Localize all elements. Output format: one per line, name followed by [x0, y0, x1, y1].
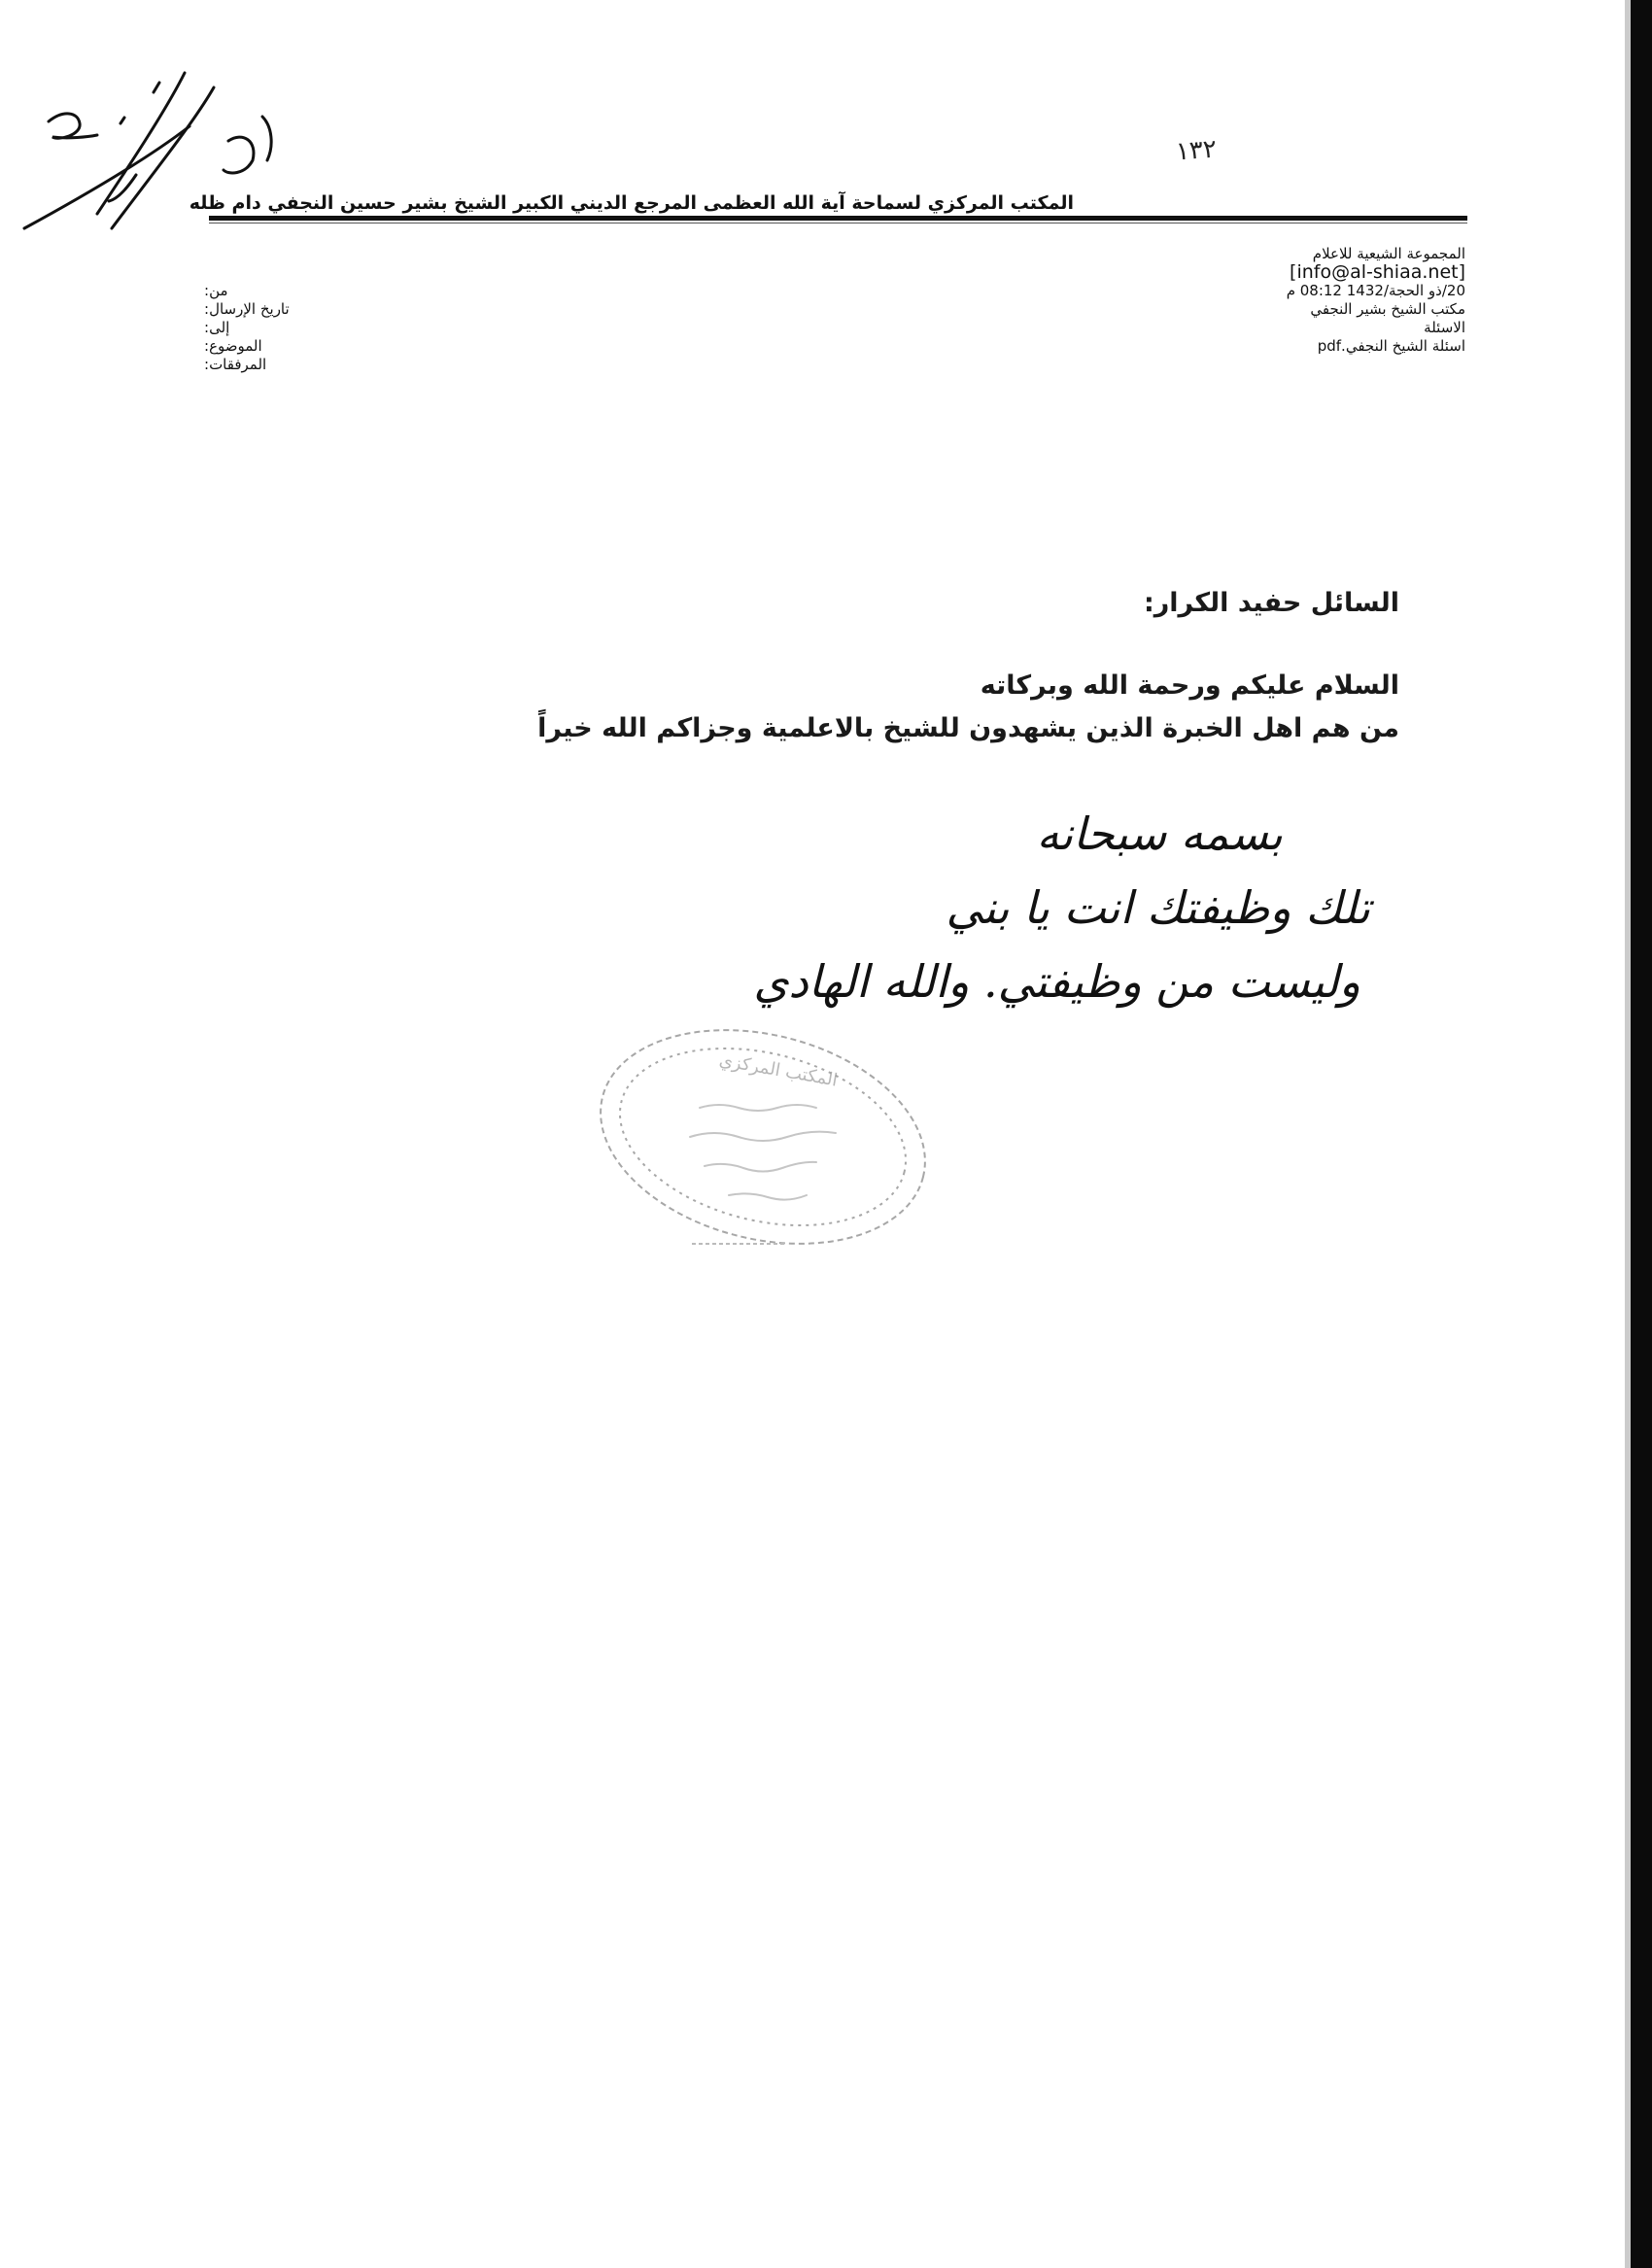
svg-text:المكتب المركزي: المكتب المركزي	[717, 1049, 840, 1091]
scan-edge-gradient	[1625, 0, 1631, 2268]
asker-name: السائل حفيد الكرار:	[1143, 588, 1399, 618]
office-title: المكتب المركزي لسماحة آية الله العظمى المرجع الديني الكبير الشيخ بشير حسين النجفي دام ظله	[189, 192, 1074, 214]
scan-edge-shadow	[1631, 0, 1652, 2268]
value-from-email: [info@al-shiaa.net]	[1290, 261, 1465, 283]
label-attachments: :المرفقات	[204, 356, 267, 373]
value-from-name: المجموعة الشيعية للاعلام	[1312, 245, 1465, 262]
question-body	[537, 588, 1399, 750]
email-field-values	[1050, 245, 1465, 356]
faint-scan-mark	[690, 1239, 787, 1249]
label-sent-date: :تاريخ الإرسال	[204, 300, 290, 318]
reply-line-1: بسمه سبحانه	[1036, 808, 1283, 860]
value-sent-date: 20/ذو الحجة/1432 08:12 م	[1286, 282, 1465, 299]
email-field-labels	[204, 282, 350, 374]
reply-line-2: تلك وظيفتك انت يا بني	[946, 881, 1370, 934]
label-to: :إلى	[204, 319, 230, 336]
office-seal-stamp	[583, 1006, 933, 1268]
value-subject: الاسئلة	[1424, 319, 1465, 336]
value-to: مكتب الشيخ بشير النجفي	[1310, 300, 1465, 318]
handwritten-reply	[632, 797, 1370, 1018]
header-rule	[209, 216, 1467, 221]
label-subject: :الموضوع	[204, 337, 262, 355]
question-line: من هم اهل الخبرة الذين يشهدون للشيخ بالاعلمية وجزاكم الله خيراً	[537, 713, 1399, 743]
greeting-line: السلام عليكم ورحمة الله وبركاته	[980, 670, 1399, 701]
label-from: :من	[204, 282, 228, 299]
value-attachment: اسئلة الشيخ النجفي.pdf	[1317, 337, 1465, 355]
reply-line-3: وليست من وظيفتي. والله الهادي	[753, 955, 1360, 1008]
page-number: ١٣٢	[1175, 134, 1218, 167]
